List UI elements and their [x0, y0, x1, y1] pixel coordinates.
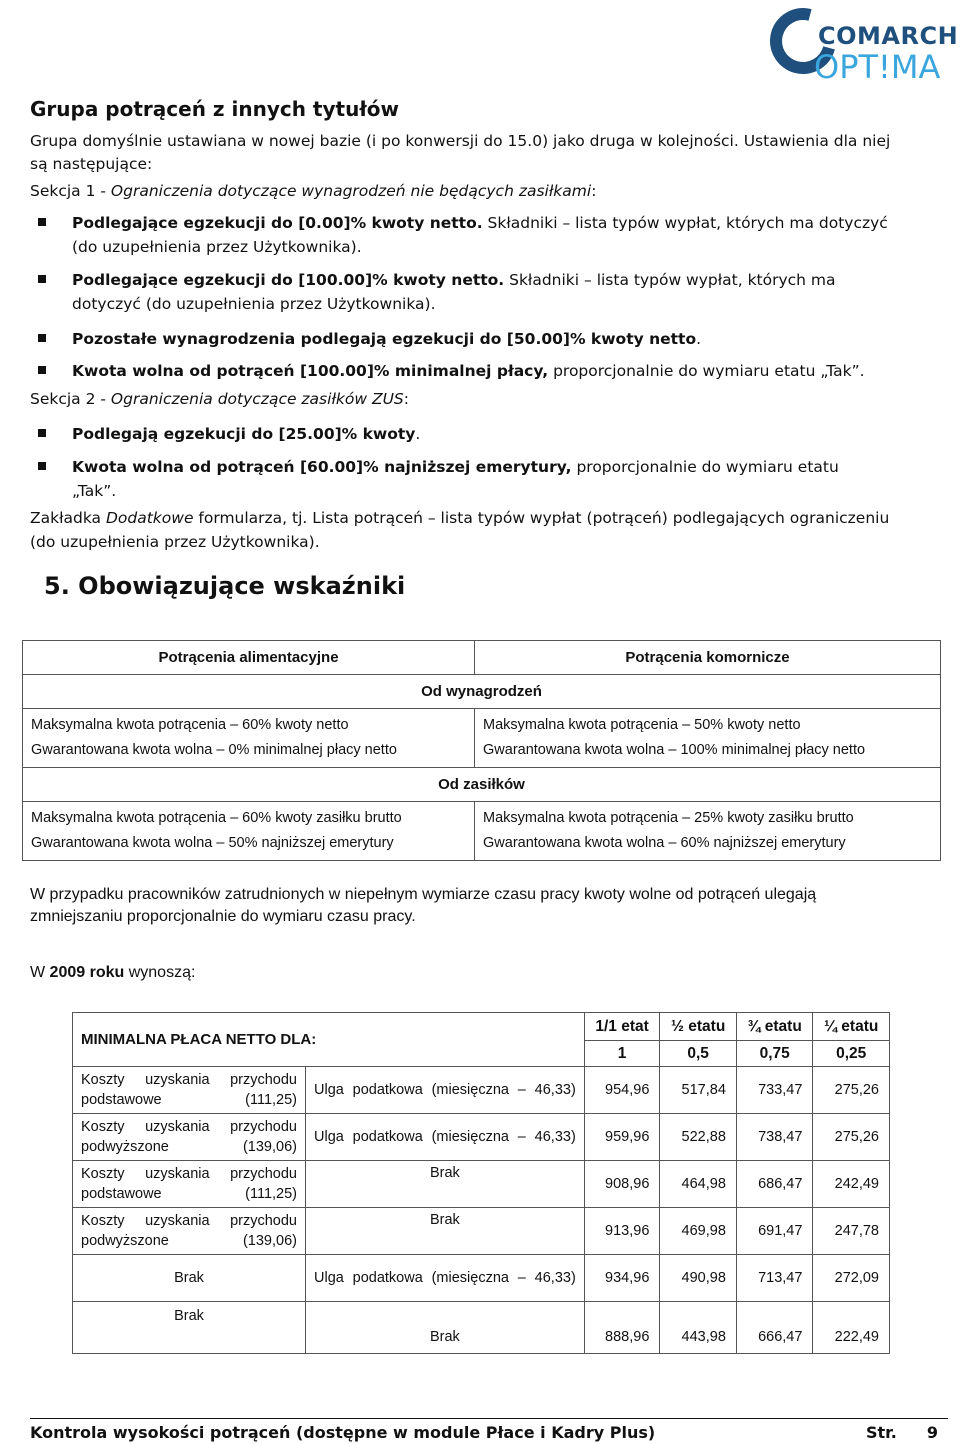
sekcja-1-prefix: Sekcja 1 -: [30, 182, 111, 200]
logo-product: OPT!MA: [814, 48, 941, 86]
value-cell: 691,47: [736, 1208, 813, 1255]
bullet-1: [72, 212, 960, 234]
group-zasilkow: Od zasiłków: [23, 768, 941, 802]
comarch-optima-logo: [770, 8, 959, 90]
koszty-cell: Koszty uzyskania przychodu podstawowe (111,25): [73, 1067, 306, 1114]
sekcja-2-title: Ograniczenia dotyczące zasiłków ZUS: [110, 390, 404, 408]
ulga-cell: Brak: [306, 1208, 585, 1255]
value-cell: 934,96: [584, 1255, 660, 1302]
factor-cell: 0,25: [813, 1041, 890, 1067]
ulga-cell: Ulga podatkowa (miesięczna – 46,33): [306, 1114, 585, 1161]
bullet-6-bold: Kwota wolna od potrąceń [60.00]% najniższej emerytury,: [72, 458, 572, 476]
factor-cell: 0,5: [660, 1041, 737, 1067]
factor-cell: 1: [584, 1041, 660, 1067]
zas-komornicze-cell: [475, 802, 941, 861]
wyn-alim-free: Gwarantowana kwota wolna – 0% minimalnej płacy netto: [31, 742, 397, 758]
intro-line-1: Grupa domyślnie ustawiana w nowej bazie (i po konwersji do 15.0) jako druga w kolejności. Ustawienia dla niej: [30, 132, 891, 150]
value-cell: 686,47: [736, 1161, 813, 1208]
wyn-kom-max: Maksymalna kwota potrącenia – 50% kwoty netto: [483, 717, 801, 733]
value-cell: 247,78: [813, 1208, 890, 1255]
footer-page-label: Str.: [866, 1423, 897, 1442]
bullet-5-bold: Podlegają egzekucji do [25.00]% kwoty: [72, 425, 416, 443]
value-cell: 954,96: [584, 1067, 660, 1114]
col-komornicze: Potrącenia komornicze: [475, 641, 941, 675]
sekcja-2-prefix: Sekcja 2 -: [30, 390, 111, 408]
min-wage-table: [72, 1012, 890, 1354]
zas-kom-free: Gwarantowana kwota wolna – 60% najniższej emerytury: [483, 835, 846, 851]
koszty-cell: Brak: [73, 1302, 306, 1354]
bullet-2: [72, 269, 960, 291]
ulga-cell: Brak: [306, 1161, 585, 1208]
value-cell: 733,47: [736, 1067, 813, 1114]
value-cell: 913,96: [584, 1208, 660, 1255]
koszty-cell: Brak: [73, 1255, 306, 1302]
bullet-4: [72, 360, 865, 382]
value-cell: 908,96: [584, 1161, 660, 1208]
value-cell: 443,98: [660, 1302, 737, 1354]
footer-page: [866, 1423, 938, 1442]
header-etat: ¾ etatu: [736, 1013, 813, 1041]
value-cell: 888,96: [584, 1302, 660, 1354]
bullet-2-bold: Podlegające egzekucji do [100.00]% kwoty netto.: [72, 271, 505, 289]
header-etat: 1/1 etat: [584, 1013, 660, 1041]
group-wynagrodzen: Od wynagrodzeń: [23, 675, 941, 709]
bullet-6-rest: proporcjonalnie do wymiaru etatu: [571, 458, 839, 476]
bullet-icon: [38, 218, 46, 226]
ulga-cell: Brak: [306, 1302, 585, 1354]
table-row: [73, 1161, 890, 1208]
zakladka-name: Dodatkowe: [105, 509, 194, 527]
table-row: [73, 1255, 890, 1302]
bullet-1-rest: Składniki – lista typów wypłat, których ma dotyczyć: [482, 214, 888, 232]
koszty-cell: Koszty uzyskania przychodu podstawowe (111,25): [73, 1161, 306, 1208]
col-alimentacyjne: Potrącenia alimentacyjne: [23, 641, 475, 675]
value-cell: 522,88: [660, 1114, 737, 1161]
para-2009-prefix: W: [30, 964, 50, 981]
section-5-heading: 5. Obowiązujące wskaźniki: [44, 572, 406, 600]
wyn-kom-free: Gwarantowana kwota wolna – 100% minimalnej płacy netto: [483, 742, 866, 758]
limits-table: [22, 640, 941, 861]
bullet-1-bold: Podlegające egzekucji do [0.00]% kwoty netto.: [72, 214, 483, 232]
footer-divider: [30, 1418, 948, 1419]
bullet-3-bold: Pozostałe wynagrodzenia podlegają egzekucji do [50.00]% kwoty netto: [72, 330, 697, 348]
value-cell: 490,98: [660, 1255, 737, 1302]
header-etat: ¼ etatu: [813, 1013, 890, 1041]
footer-title: Kontrola wysokości potrąceń (dostępne w module Płace i Kadry Plus): [30, 1423, 656, 1442]
koszty-cell: Koszty uzyskania przychodu podwyższone (139,06): [73, 1208, 306, 1255]
ulga-cell: Ulga podatkowa (miesięczna – 46,33): [306, 1255, 585, 1302]
value-cell: 959,96: [584, 1114, 660, 1161]
zakladka-rest: formularza, tj. Lista potrąceń – lista typów wypłat (potrąceń) podlegających ograniczeniu: [193, 509, 890, 527]
table-row: [73, 1208, 890, 1255]
value-cell: 713,47: [736, 1255, 813, 1302]
footer-page-number: 9: [926, 1423, 938, 1442]
bullet-4-bold: Kwota wolna od potrąceń [100.00]% minimalnej płacy,: [72, 362, 549, 380]
sekcja-2-line: Sekcja 2 - Ograniczenia dotyczące zasiłków ZUS:: [30, 390, 409, 408]
wyn-alimentacyjne-cell: [23, 709, 475, 768]
intro-line-2: są następujące:: [30, 155, 153, 173]
bullet-2-rest: Składniki – lista typów wypłat, których ma: [504, 271, 836, 289]
value-cell: 222,49: [813, 1302, 890, 1354]
wyn-alim-max: Maksymalna kwota potrącenia – 60% kwoty netto: [31, 717, 349, 733]
wyn-komornicze-cell: [475, 709, 941, 768]
value-cell: 469,98: [660, 1208, 737, 1255]
bullet-1-line-2: (do uzupełnienia przez Użytkownika).: [72, 238, 362, 256]
value-cell: 738,47: [736, 1114, 813, 1161]
niepelny-line-1: W przypadku pracowników zatrudnionych w niepełnym wymiarze czasu pracy kwoty wolne od potrąceń ulegają: [30, 886, 817, 903]
zakladka-prefix: Zakładka: [30, 509, 106, 527]
header-etat: ½ etatu: [660, 1013, 737, 1041]
table-row: [73, 1067, 890, 1114]
factor-cell: 0,75: [736, 1041, 813, 1067]
section-title: Grupa potrąceń z innych tytułów: [30, 97, 399, 121]
table-row: [73, 1114, 890, 1161]
para-2009-year: 2009 roku: [49, 964, 125, 981]
zas-alim-free: Gwarantowana kwota wolna – 50% najniższej emerytury: [31, 835, 394, 851]
bullet-icon: [38, 462, 46, 470]
niepelny-line-2: zmniejszaniu proporcjonalnie do wymiaru czasu pracy.: [30, 908, 416, 925]
bullet-icon: [38, 366, 46, 374]
value-cell: 517,84: [660, 1067, 737, 1114]
value-cell: 275,26: [813, 1114, 890, 1161]
bullet-4-rest: proporcjonalnie do wymiaru etatu „Tak”.: [548, 362, 865, 380]
value-cell: 242,49: [813, 1161, 890, 1208]
value-cell: 275,26: [813, 1067, 890, 1114]
ulga-cell: Ulga podatkowa (miesięczna – 46,33): [306, 1067, 585, 1114]
logo-brand: COMARCH: [818, 22, 959, 50]
value-cell: 272,09: [813, 1255, 890, 1302]
bullet-icon: [38, 334, 46, 342]
zas-alim-max: Maksymalna kwota potrącenia – 60% kwoty zasiłku brutto: [31, 810, 402, 826]
bullet-6: [72, 456, 960, 478]
bullet-icon: [38, 429, 46, 437]
zas-alimentacyjne-cell: [23, 802, 475, 861]
bullet-icon: [38, 275, 46, 283]
table-row: [73, 1302, 890, 1354]
sekcja-1-title: Ograniczenia dotyczące wynagrodzeń nie będących zasiłkami: [110, 182, 592, 200]
sekcja-1-line: Sekcja 1 - Ograniczenia dotyczące wynagrodzeń nie będących zasiłkami:: [30, 182, 597, 200]
bullet-5: Podlegają egzekucji do [25.00]% kwoty.: [72, 425, 421, 443]
koszty-cell: Koszty uzyskania przychodu podwyższone (139,06): [73, 1114, 306, 1161]
value-cell: 666,47: [736, 1302, 813, 1354]
zas-kom-max: Maksymalna kwota potrącenia – 25% kwoty zasiłku brutto: [483, 810, 854, 826]
zakladka-line-2: (do uzupełnienia przez Użytkownika).: [30, 533, 320, 551]
value-cell: 464,98: [660, 1161, 737, 1208]
bullet-2-line-2: dotyczyć (do uzupełnienia przez Użytkownika).: [72, 295, 436, 313]
bullet-6-line-2: „Tak”.: [72, 482, 117, 500]
para-2009: [30, 962, 195, 984]
para-2009-suffix: wynoszą:: [124, 964, 196, 981]
wage-table-title: MINIMALNA PŁACA NETTO DLA:: [73, 1013, 585, 1067]
zakladka-line: [30, 507, 960, 529]
bullet-3: Pozostałe wynagrodzenia podlegają egzekucji do [50.00]% kwoty netto.: [72, 330, 702, 348]
